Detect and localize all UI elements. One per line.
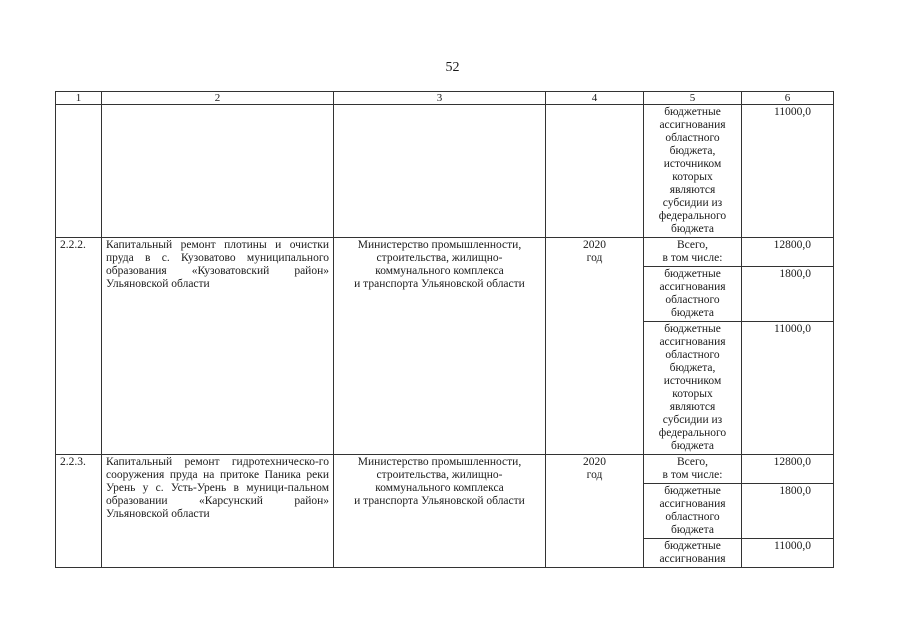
funding-source: бюджетные ассигнования bbox=[644, 539, 742, 568]
funding-amount: 11000,0 bbox=[742, 539, 834, 568]
header-row bbox=[56, 92, 834, 105]
header-col-6: 6 bbox=[742, 92, 834, 105]
funding-amount: 1800,0 bbox=[742, 484, 834, 539]
table-row bbox=[56, 455, 834, 484]
funding-source: бюджетные ассигнования областного бюджета, источником которых являются субсидии из федерального бюджета bbox=[644, 322, 742, 455]
header-col-3: 3 bbox=[334, 92, 546, 105]
funding-amount: 12800,0 bbox=[742, 238, 834, 267]
cont-year-cell bbox=[546, 105, 644, 238]
funding-amount: 11000,0 bbox=[742, 105, 834, 238]
item-executor: Министерство промышленности, строительства, жилищно- коммунального комплекса и транспорта Ульяновской области bbox=[334, 455, 546, 568]
header-col-1: 1 bbox=[56, 92, 102, 105]
item-number: 2.2.3. bbox=[56, 455, 102, 568]
item-year: 2020 год bbox=[546, 238, 644, 455]
funding-source: Всего, в том числе: bbox=[644, 238, 742, 267]
funding-source: бюджетные ассигнования областного бюджета bbox=[644, 484, 742, 539]
item-year: 2020 год bbox=[546, 455, 644, 568]
header-col-5: 5 bbox=[644, 92, 742, 105]
funding-source: бюджетные ассигнования областного бюджета bbox=[644, 267, 742, 322]
cont-executor-cell bbox=[334, 105, 546, 238]
funding-amount: 12800,0 bbox=[742, 455, 834, 484]
table-row bbox=[56, 238, 834, 267]
header-col-4: 4 bbox=[546, 92, 644, 105]
item-name: Капитальный ремонт гидротехническо-го сооружения пруда на притоке Паника реки Урень у с. Усть-Урень в муници-пальном образовании «Карсунский район» Ульяновской области bbox=[102, 455, 334, 568]
item-executor: Министерство промышленности, строительства, жилищно- коммунального комплекса и транспорта Ульяновской области bbox=[334, 238, 546, 455]
page-number: 52 bbox=[445, 60, 460, 75]
item-number: 2.2.2. bbox=[56, 238, 102, 455]
cont-number-cell bbox=[56, 105, 102, 238]
item-name: Капитальный ремонт плотины и очистки пруда в с. Кузоватово муниципального образования «Кузоватовский район» Ульяновской области bbox=[102, 238, 334, 455]
header-col-2: 2 bbox=[102, 92, 334, 105]
funding-amount: 1800,0 bbox=[742, 267, 834, 322]
budget-table bbox=[55, 91, 834, 568]
funding-amount: 11000,0 bbox=[742, 322, 834, 455]
continuation-row bbox=[56, 105, 834, 238]
funding-source: бюджетные ассигнования областного бюджета, источником которых являются субсидии из федерального бюджета bbox=[644, 105, 742, 238]
cont-name-cell bbox=[102, 105, 334, 238]
funding-source: Всего, в том числе: bbox=[644, 455, 742, 484]
